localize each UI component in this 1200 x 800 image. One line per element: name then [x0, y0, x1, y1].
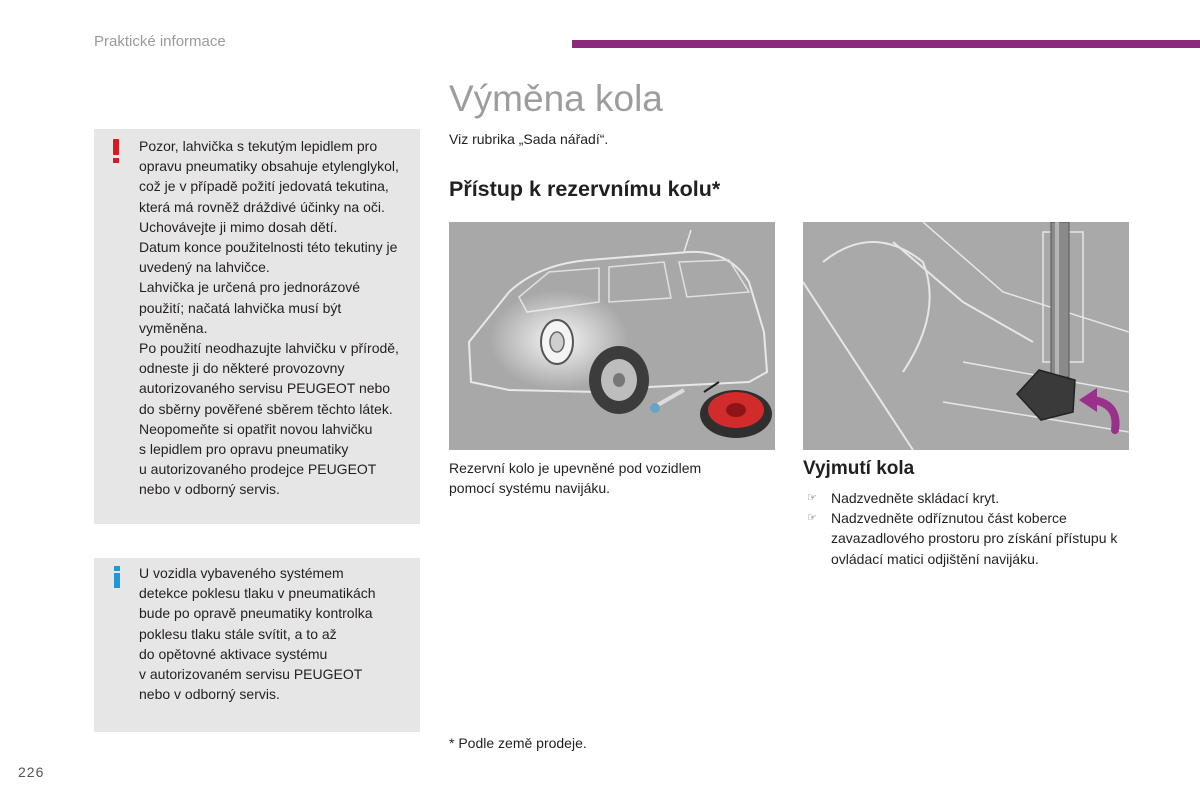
spare-wheel-caption: Rezervní kolo je upevněné pod vozidlem pomocí systému navijáku. — [449, 460, 702, 497]
pointing-hand-icon: ☞ — [807, 512, 817, 525]
header-accent-bar — [572, 40, 1200, 48]
info-icon — [112, 566, 122, 588]
intro-text: Viz rubrika „Sada nářadí“. — [449, 131, 609, 147]
exclamation-icon — [110, 139, 122, 163]
page-number: 226 — [18, 764, 45, 780]
list-item — [803, 488, 1121, 508]
removal-title: Vyjmutí kola — [803, 458, 915, 479]
section-title: Přístup k rezervnímu kolu* — [449, 177, 721, 201]
section-label: Praktické informace — [94, 33, 226, 50]
footnote: * Podle země prodeje. — [449, 735, 587, 751]
step-text: Nadzvedněte skládací kryt. — [831, 490, 1000, 506]
page-title: Výměna kola — [449, 78, 663, 119]
spare-wheel-illustration — [449, 222, 775, 450]
boot-floor-illustration — [803, 222, 1129, 450]
list-item — [803, 508, 1121, 569]
warning-text: Pozor, lahvička s tekutým lepidlem pro opravu pneumatiky obsahuje etylenglykol, což je v případě požití jedovatá tekutina, která má rovněž dráždivé účinky na oči. Uchovávejte ji mimo dosah dětí. Datum konce použitelnosti této tekutiny je uvedený na lahvičce. Lahvička je určená pro jednorázové použití; načatá lahvička musí být vyměněna. Po použití neodhazujte lahvičku v přírodě, odneste ji do některé provozovny autorizovaného servisu PEUGEOT nebo do sběrny pověřené sběrem těchto látek. Neopomeňte si opatřit novou lahvičku s lepidlem pro opravu pneumatiky u autorizovaného prodejce PEUGEOT nebo v odborný servis. — [139, 138, 399, 498]
removal-steps — [803, 488, 1121, 569]
info-text: U vozidla vybaveného systémem detekce poklesu tlaku v pneumatikách bude po opravě pneumatiky kontrolka poklesu tlaku stále svítit, a to až do opětovné aktivace systému v autorizovaném servisu PEUGEOT nebo v odborný servis. — [139, 565, 376, 703]
pointing-hand-icon: ☞ — [807, 492, 817, 504]
step-text: Nadzvedněte odříznutou část koberce zavazadlového prostoru pro získání přístupu k ovládací matici odjištění navijáku. — [831, 510, 1118, 567]
